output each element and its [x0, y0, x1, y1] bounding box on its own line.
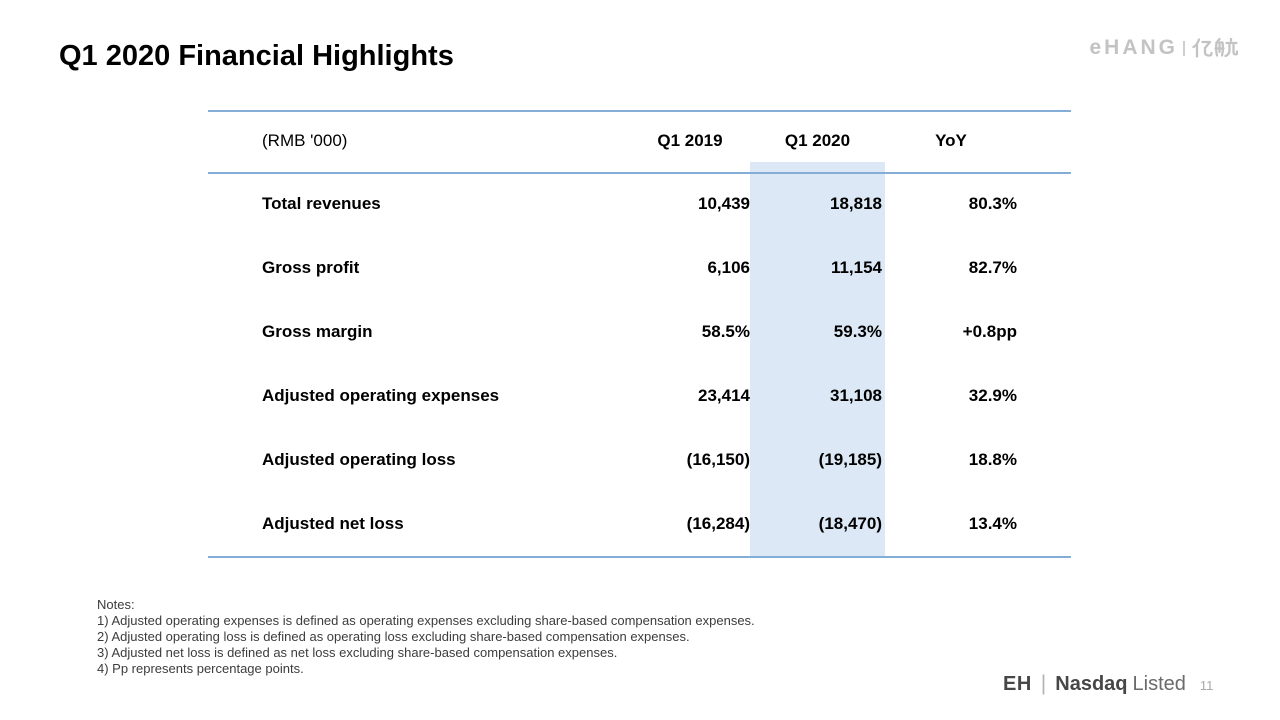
note-item: 3) Adjusted net loss is defined as net loss excluding share-based compensation expenses.: [97, 645, 618, 660]
note-item: 2) Adjusted operating loss is defined as operating loss excluding share-based compensation expenses.: [97, 629, 690, 644]
financial-highlights-table: [208, 110, 1071, 556]
note-item: 4) Pp represents percentage points.: [97, 661, 304, 676]
listed-label: Listed: [1132, 673, 1186, 695]
column-header-q1-2020: Q1 2020: [784, 131, 851, 150]
column-header-q1-2019: Q1 2019: [657, 131, 723, 150]
table-header-row: [208, 110, 1071, 172]
q1-2020-value: 31,108: [830, 386, 882, 405]
yoy-value: +0.8pp: [962, 322, 1017, 341]
table-row: [208, 300, 1071, 364]
notes-section: [97, 597, 755, 677]
footer-divider: |: [1040, 672, 1047, 695]
q1-2020-value: (18,470): [818, 514, 882, 533]
footer: [1003, 672, 1213, 696]
ehang-logo-text: eHANG: [1089, 36, 1178, 59]
notes-heading: Notes:: [97, 597, 135, 612]
q1-2020-value: 11,154: [830, 258, 882, 277]
row-label: Gross profit: [262, 258, 360, 277]
yoy-value: 82.7%: [968, 258, 1017, 277]
ehang-chinese-logo-icon: [1192, 38, 1238, 58]
logo-divider: [1183, 41, 1185, 56]
q1-2019-value: (16,150): [686, 450, 750, 469]
q1-2019-value: 6,106: [707, 258, 750, 277]
page-title: Q1 2020 Financial Highlights: [59, 40, 454, 72]
unit-label: (RMB '000): [262, 131, 348, 150]
q1-2019-value: (16,284): [686, 514, 750, 533]
table-row: [208, 428, 1071, 492]
page-number: 11: [1199, 678, 1214, 693]
ticker-symbol: EH: [1003, 673, 1032, 695]
q1-2020-value: (19,185): [818, 450, 882, 469]
q1-2020-value: 59.3%: [833, 322, 882, 341]
ehang-logo: [1089, 36, 1238, 60]
yoy-value: 80.3%: [968, 194, 1017, 213]
table-row: [208, 236, 1071, 300]
table-bottom-rule: [208, 556, 1071, 558]
row-label: Total revenues: [262, 194, 381, 213]
yoy-value: 32.9%: [968, 386, 1017, 405]
yoy-value: 13.4%: [968, 514, 1017, 533]
table-row: [208, 172, 1071, 236]
table-row: [208, 492, 1071, 556]
row-label: Adjusted operating expenses: [262, 386, 500, 405]
exchange-name: Nasdaq: [1055, 673, 1128, 695]
note-item: 1) Adjusted operating expenses is defined as operating expenses excluding share-based compensation expenses.: [97, 613, 755, 628]
q1-2020-value: 18,818: [830, 194, 882, 213]
table-body: [208, 172, 1071, 556]
yoy-value: 18.8%: [968, 450, 1017, 469]
q1-2019-value: 10,439: [698, 194, 750, 213]
row-label: Gross margin: [262, 322, 373, 341]
notes-list: [97, 613, 755, 677]
q1-2019-value: 58.5%: [701, 322, 750, 341]
q1-2019-value: 23,414: [698, 386, 750, 405]
table-row: [208, 364, 1071, 428]
row-label: Adjusted net loss: [262, 514, 404, 533]
column-header-yoy: YoY: [935, 131, 967, 150]
row-label: Adjusted operating loss: [262, 450, 456, 469]
